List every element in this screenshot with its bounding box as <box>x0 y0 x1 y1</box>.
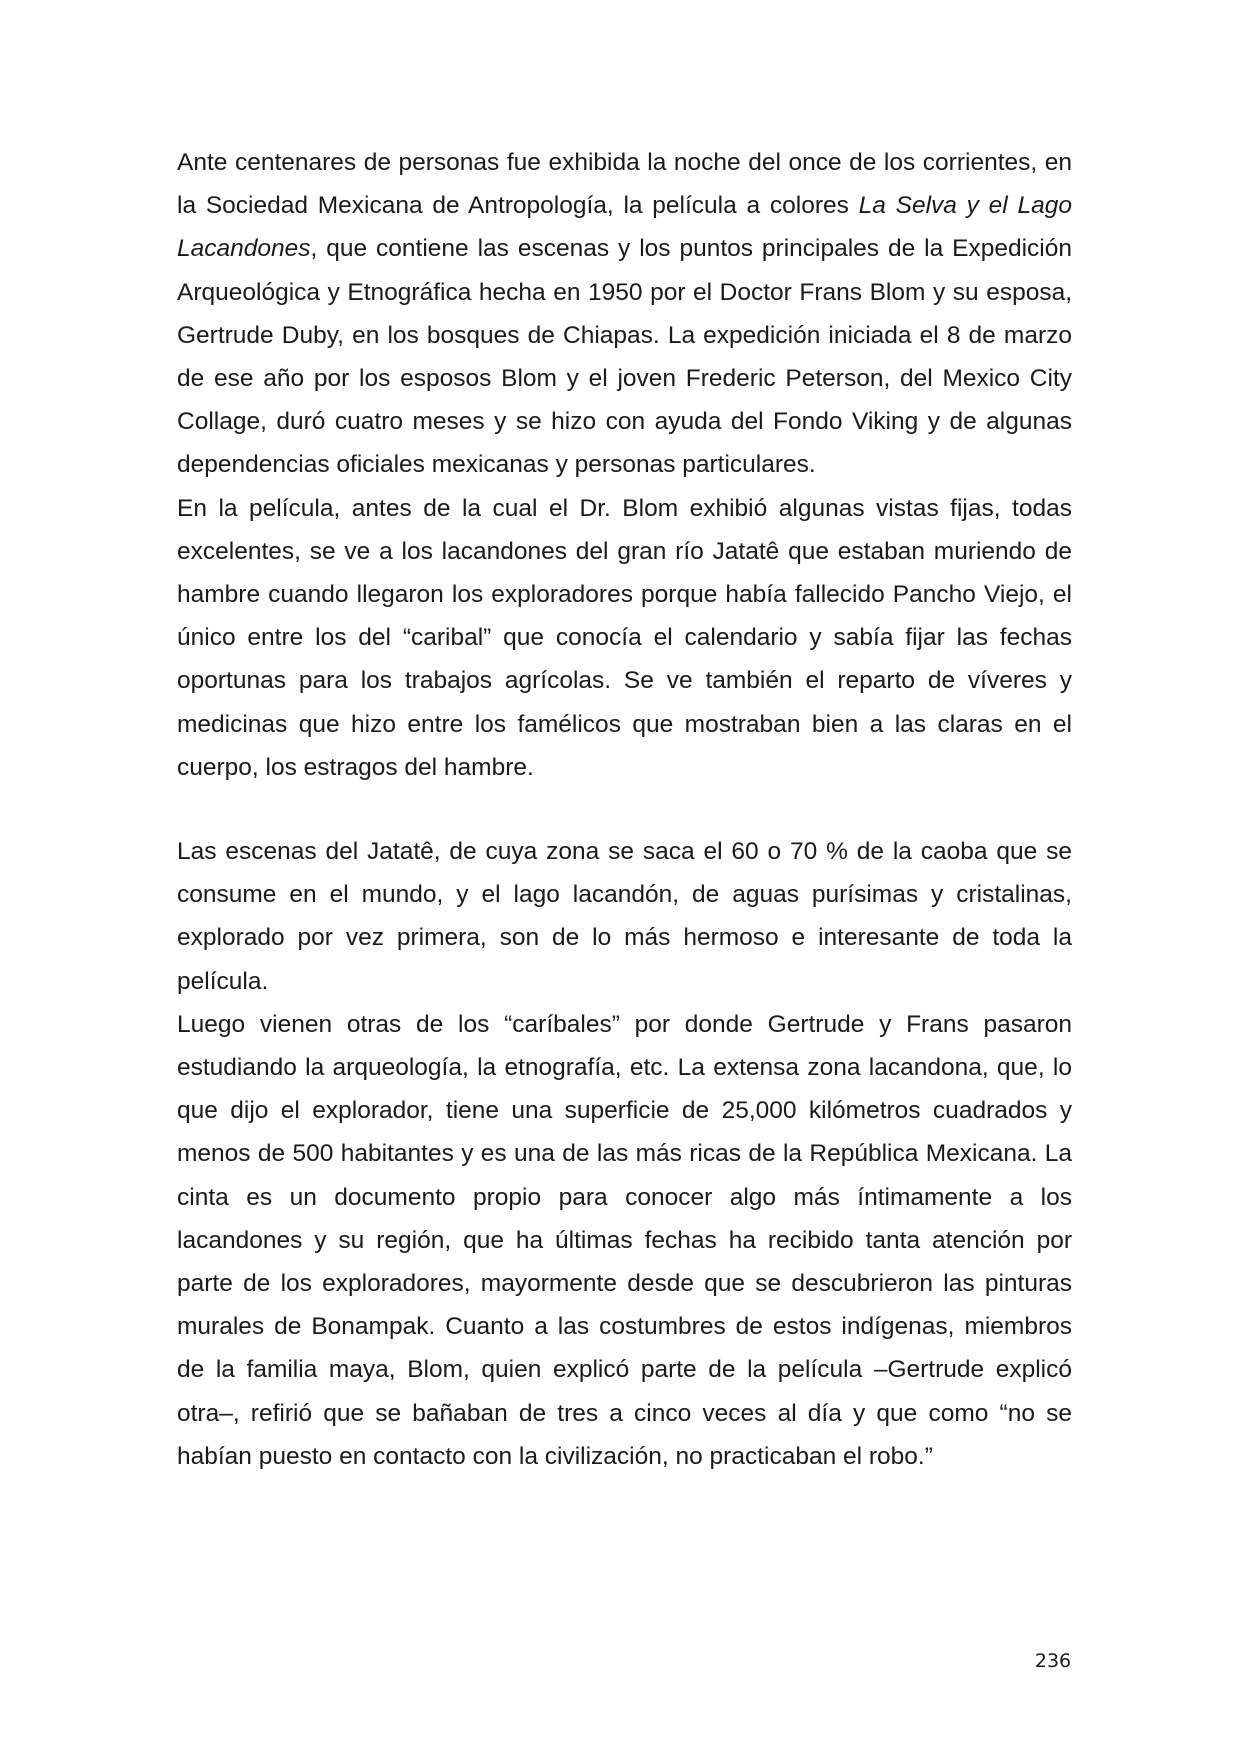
film-title: La Selva y el Lago Lacandones <box>177 192 1072 263</box>
text-section-2 <box>177 830 1072 1478</box>
paragraph-1-body: , que contiene las escenas y los puntos principales de la Expedición Arqueológica y Etnográfica hecha en 1950 por el Doctor Frans Blom y su esposa, Gertrude Duby, en los bosques de Chiapas. La expedición iniciada el 8 de marzo de ese año por los esposos Blom y el joven Frederic Peterson, del Mexico City Collage, duró cuatro meses y se hizo con ayuda del Fondo Viking y de algunas dependencias oficiales mexicanas y personas particulares. <box>177 235 1072 479</box>
paragraph-1-intro: Ante centenares de personas fue exhibida la noche del once de los corrientes, en la Sociedad Mexicana de Antropología, la película a colores <box>177 149 1072 220</box>
paragraph-1 <box>177 141 1072 487</box>
paragraph-2: En la película, antes de la cual el Dr. Blom exhibió algunas vistas fijas, todas excelentes, se ve a los lacandones del gran río Jatatê que estaban muriendo de hambre cuando llegaron los exploradores porque había fallecido Pancho Viejo, el único entre los del “caribal” que conocía el calendario y sabía fijar las fechas oportunas para los trabajos agrícolas. Se ve también el reparto de víveres y medicinas que hizo entre los famélicos que mostraban bien a las claras en el cuerpo, los estragos del hambre. <box>177 494 1072 781</box>
paragraph-4: Luego vienen otras de los “caríbales” por donde Gertrude y Frans pasaron estudiando la arqueología, la etnografía, etc. La extensa zona lacandona, que, lo que dijo el explorador, tiene una superficie de 25,000 kilómetros cuadrados y menos de 500 habitantes y es una de las más ricas de la República Mexicana. La cinta es un documento propio para conocer algo más íntimamente a los lacandones y su región, que ha últimas fechas ha recibido tanta atención por parte de los exploradores, mayormente desde que se descubrieron las pinturas murales de Bonampak. Cuanto a las costumbres de estos indígenas, miembros de la familia maya, Blom, quien explicó parte de la película –Gertrude explicó otra–, refirió que se bañaban de tres a cinco veces al día y que como “no se habían puesto en contacto con la civilización, no practicaban el robo.” <box>177 1010 1072 1470</box>
paragraph-3: Las escenas del Jatatê, de cuya zona se saca el 60 o 70 % de la caoba que se consume en el mundo, y el lago lacandón, de aguas purísimas y cristalinas, explorado por vez primera, son de lo más hermoso e interesante de toda la película. <box>177 838 1072 995</box>
page-number: 236 <box>1034 1650 1072 1672</box>
text-section-1 <box>177 141 1072 789</box>
